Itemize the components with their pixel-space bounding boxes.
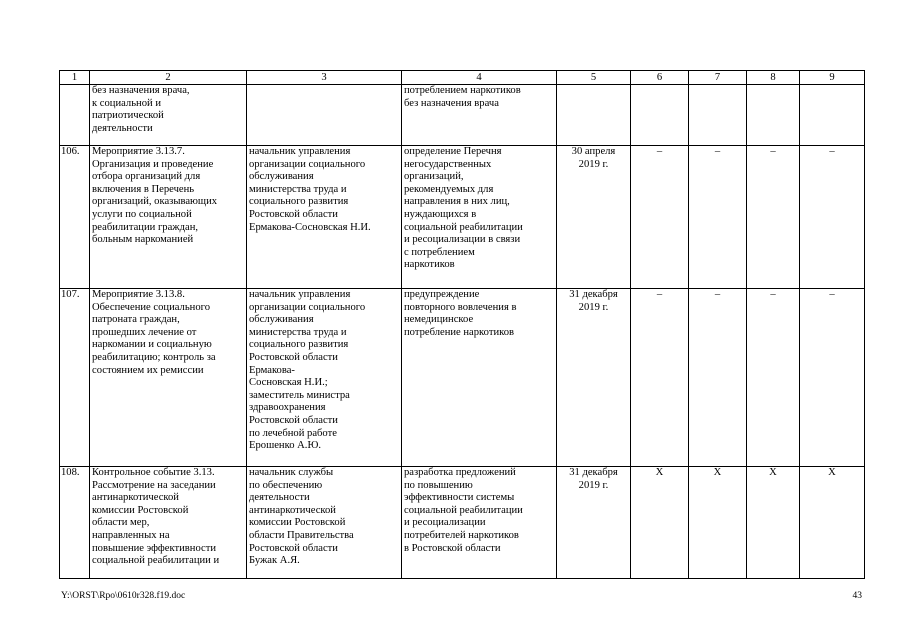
column-header: 7 (689, 71, 747, 85)
value-cell: – (800, 146, 865, 289)
responsible-cell: начальник управления организации социального обслуживания министерства труда и социального развития Ростовской области Ермакова-Сосновская Н.И. (247, 146, 402, 289)
measure-cell: без назначения врача, к социальной и патриотической деятельности (90, 85, 247, 146)
row-number (60, 85, 90, 146)
deadline-cell: 31 декабря 2019 г. (557, 289, 631, 467)
value-cell: – (747, 146, 800, 289)
value-cell: – (747, 289, 800, 467)
table-row (60, 85, 865, 146)
responsible-cell: начальник управления организации социального обслуживания министерства труда и социального развития Ростовской области Ермакова- Сосновская Н.И.; заместитель министра здравоохранения Ростовской области по лечебной работе Ерошенко А.Ю. (247, 289, 402, 467)
value-cell: – (800, 289, 865, 467)
value-cell: Х (747, 467, 800, 579)
column-header: 4 (402, 71, 557, 85)
column-header: 2 (90, 71, 247, 85)
column-header: 9 (800, 71, 865, 85)
value-cell (689, 85, 747, 146)
column-header: 5 (557, 71, 631, 85)
responsible-cell: начальник службы по обеспечению деятельности антинаркотической комиссии Ростовской области Правительства Ростовской области Бужак А.Я. (247, 467, 402, 579)
column-header: 1 (60, 71, 90, 85)
measures-table (59, 70, 865, 579)
file-path: Y:\ORST\Rpo\0610r328.f19.doc (61, 591, 186, 601)
value-cell: Х (689, 467, 747, 579)
column-header: 3 (247, 71, 402, 85)
table-row (60, 467, 865, 579)
value-cell (631, 85, 689, 146)
measure-cell: Мероприятие 3.13.8. Обеспечение социального патроната граждан, прошедших лечение от наркомании и социальную реабилитацию; контроль за состоянием их ремиссии (90, 289, 247, 467)
result-cell: разработка предложений по повышению эффективности системы социальной реабилитации и ресоциализации потребителей наркотиков в Ростовской области (402, 467, 557, 579)
value-cell: – (689, 289, 747, 467)
value-cell: – (689, 146, 747, 289)
document-page (59, 70, 864, 579)
value-cell: – (631, 289, 689, 467)
result-cell: предупреждение повторного вовлечения в немедицинское потребление наркотиков (402, 289, 557, 467)
row-number: 106. (60, 146, 90, 289)
column-header: 8 (747, 71, 800, 85)
result-cell: определение Перечня негосударственных организаций, рекомендуемых для направления в них лиц, нуждающихся в социальной реабилитации и ресоциализации в связи с потреблением наркотиков (402, 146, 557, 289)
result-cell: потреблением наркотиков без назначения врача (402, 85, 557, 146)
deadline-cell: 31 декабря 2019 г. (557, 467, 631, 579)
responsible-cell (247, 85, 402, 146)
row-number: 107. (60, 289, 90, 467)
column-header: 6 (631, 71, 689, 85)
page-number: 43 (852, 591, 862, 601)
value-cell: Х (800, 467, 865, 579)
measure-cell: Мероприятие 3.13.7. Организация и проведение отбора организаций для включения в Перечень организаций, оказывающих услуги по социальной реабилитации граждан, больным наркоманией (90, 146, 247, 289)
deadline-cell: 30 апреля 2019 г. (557, 146, 631, 289)
value-cell (747, 85, 800, 146)
value-cell: – (631, 146, 689, 289)
value-cell (800, 85, 865, 146)
deadline-cell (557, 85, 631, 146)
measure-cell: Контрольное событие 3.13. Рассмотрение на заседании антинаркотической комиссии Ростовской области мер, направленных на повышение эффективности социальной реабилитации и (90, 467, 247, 579)
row-number: 108. (60, 467, 90, 579)
table-row (60, 146, 865, 289)
table-row (60, 289, 865, 467)
value-cell: Х (631, 467, 689, 579)
table-header-row (60, 71, 865, 85)
